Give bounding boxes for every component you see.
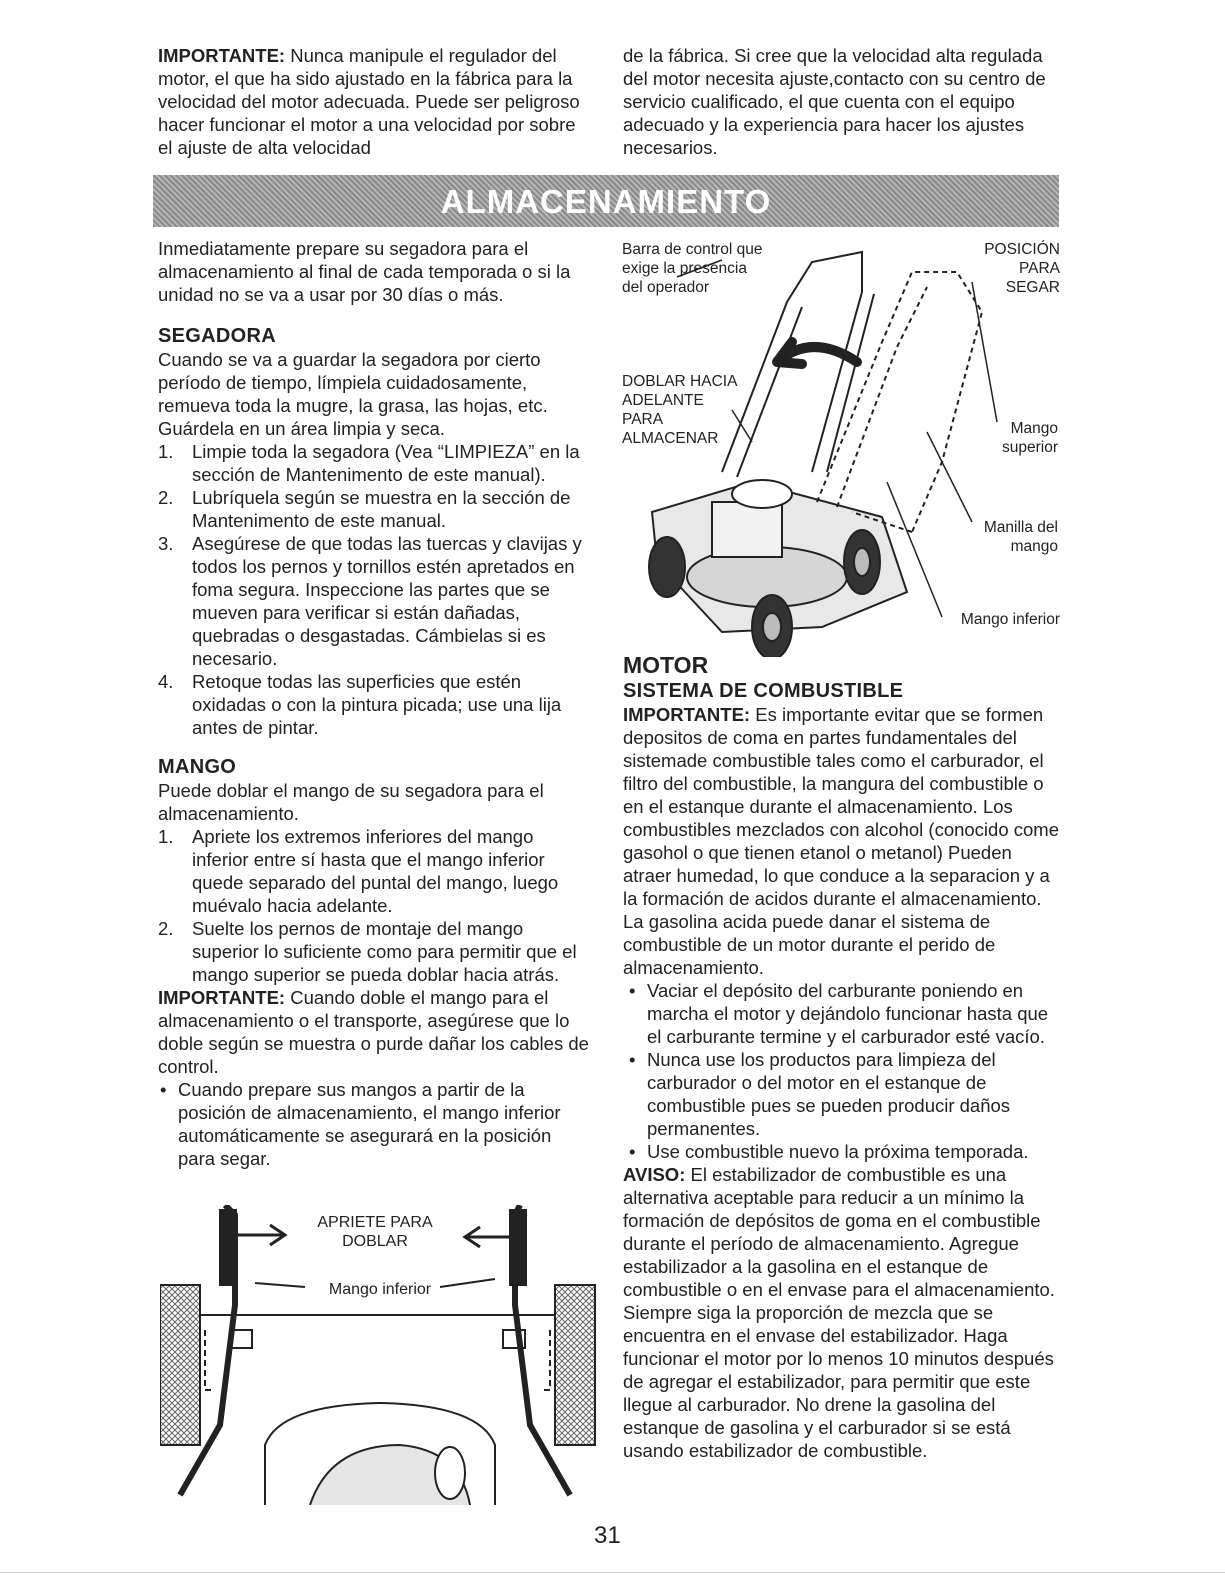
list-item: 4. Retoque todas las superficies que estén oxidadas o con la pintura picada; use una lija antes de pintar. [158, 671, 562, 738]
intro-text: Inmediatamente prepare su segadora para el almacenamiento al final de cada temporada o si la unidad no se va a usar por 30 días o más. [158, 238, 571, 305]
motor-important: IMPORTANTE: Es importante evitar que se formen depositos de coma en partes fundamentales del sistemade combustible tales como el carburador, el filtro del combustible, la mangura del combustible o en el estanque durante el almacenamiento. Los combustibles mezclados con alcohol (conocido come gasohol o que tienen etanol o metanol) Pueden atraer humedad, lo que conduce a la separacion y a la formación de acidos durante el almacenamiento. La gasolina acida puede danar el sistema de combustible de un motor durante el perido de almacenamiento. [623, 704, 1059, 978]
label-squeeze-to-fold: APRIETE PARA DOBLAR [317, 1214, 433, 1250]
segadora-text: Cuando se va a guardar la segadora por cierto período de tiempo, límpiela cuidadosamente, remueva toda la mugre, la grasa, las hojas, etc. Guárdela en un área limpia y seca. [158, 349, 548, 439]
label-mow-position: POSICIÓN PARA SEGAR [984, 241, 1060, 296]
label-upper-handle: Mango superior [1002, 420, 1058, 456]
mango-steps [158, 825, 592, 986]
important-text: Nunca manipule el regulador del motor, el que ha sido ajustado en la fábrica para la velocidad del motor adecuada. Puede ser peligroso hacer funcionar el motor a una velocidad por sobre el ajuste de alta velocidad [158, 45, 580, 158]
list-item: • Vaciar el depósito del carburante poniendo en marcha el motor y dejándolo funcionar hasta que el carburante termine y el carburador esté vacío. [629, 980, 1049, 1047]
label-lower-handle: Mango inferior [960, 611, 1060, 628]
segadora-steps [158, 440, 592, 739]
left-column [158, 237, 592, 1170]
label-handle-knob: Manilla del mango [983, 519, 1058, 555]
page-bottom-rule [0, 1572, 1225, 1573]
section-banner [153, 175, 1059, 227]
list-item: 2. Suelte los pernos de montaje del mango superior lo suficiente como para permitir que el mango superior se pueda doblar hacia atrás. [158, 918, 577, 985]
mango-important: IMPORTANTE: Cuando doble el mango para el almacenamiento o el transporte, asegúrese que lo doble según se muestra o purde dañar los cables de control. [158, 987, 589, 1077]
list-item: 3. Asegúrese de que todas las tuercas y clavijas y todos los pernos y tornillos estén apretados en foma segura. Inspeccione las partes que se mueven para verificar si están dañadas, quebradas o desgastadas. Cámbielas si es necesario. [158, 533, 582, 669]
mango-heading: MANGO [158, 756, 237, 778]
list-item: 1. Apriete los extremos inferiores del mango inferior entre sí hasta que el mango inferior quede separado del puntal del mango, luego muévalo hacia adelante. [158, 826, 559, 916]
label-lower-handle-2: Mango inferior [328, 1281, 432, 1298]
right-column [623, 651, 1065, 1462]
list-item: 1. Limpie toda la segadora (Vea “LIMPIEZA” en la sección de Mantenimento de este manual). [158, 441, 580, 485]
mango-text: Puede doblar el mango de su segadora para el almacenamiento. [158, 780, 544, 824]
motor-bullets [623, 979, 1065, 1163]
list-item: • Nunca use los productos para limpieza del carburador o del motor en el estanque de combustible pues se pueden producir daños permanentes. [629, 1049, 1011, 1139]
important-label: IMPORTANTE: [158, 45, 286, 66]
top-right-paragraph [623, 44, 1063, 159]
label-fold-forward: DOBLAR HACIA ADELANTE PARA ALMACENAR [622, 373, 737, 447]
banner-title: ALMACENAMIENTO [440, 183, 772, 220]
list-item: 2. Lubríquela según se muestra en la sección de Mantenimento de este manual. [158, 487, 571, 531]
continuation-text: de la fábrica. Si cree que la velocidad alta regulada del motor necesita ajuste,contacto con su centro de servicio cualificado, el que cuenta con el equipo adecuado y la experiencia para hacer los ajustes necesarios. [623, 45, 1046, 158]
list-item: • Use combustible nuevo la próxima temporada. [629, 1141, 1029, 1162]
page-number: 31 [594, 1522, 621, 1549]
top-left-paragraph [158, 44, 588, 159]
label-control-bar: Barra de control que exige la presencia del operador [622, 241, 763, 296]
segadora-heading: SEGADORA [158, 325, 276, 347]
aviso-paragraph: AVISO: El estabilizador de combustible es una alternativa aceptable para reducir a un mínimo la formación de depósitos de goma en el combustible durante el período de almacenamiento. Agregue estabilizador a la gasolina en el estanque de combustible o en el envase para el almacenamiento. Siempre siga la proporción de mezcla que se encuentra en el envase del estabilizador. Haga funcionar el motor por lo menos 10 minutos después de agregar el estabilizador, para permitir que este llegue al carburador. No drene la gasolina del estanque de gasolina y el carburador si se está usando estabilizador de combustible. [623, 1164, 1055, 1461]
list-item: • Cuando prepare sus mangos a partir de la posición de almacenamiento, el mango inferior automáticamente se asegurará en la posición para segar. [160, 1079, 561, 1169]
mango-bullets [158, 1078, 592, 1170]
fuel-system-heading: SISTEMA DE COMBUSTIBLE [623, 680, 904, 702]
motor-heading: MOTOR [623, 652, 709, 678]
